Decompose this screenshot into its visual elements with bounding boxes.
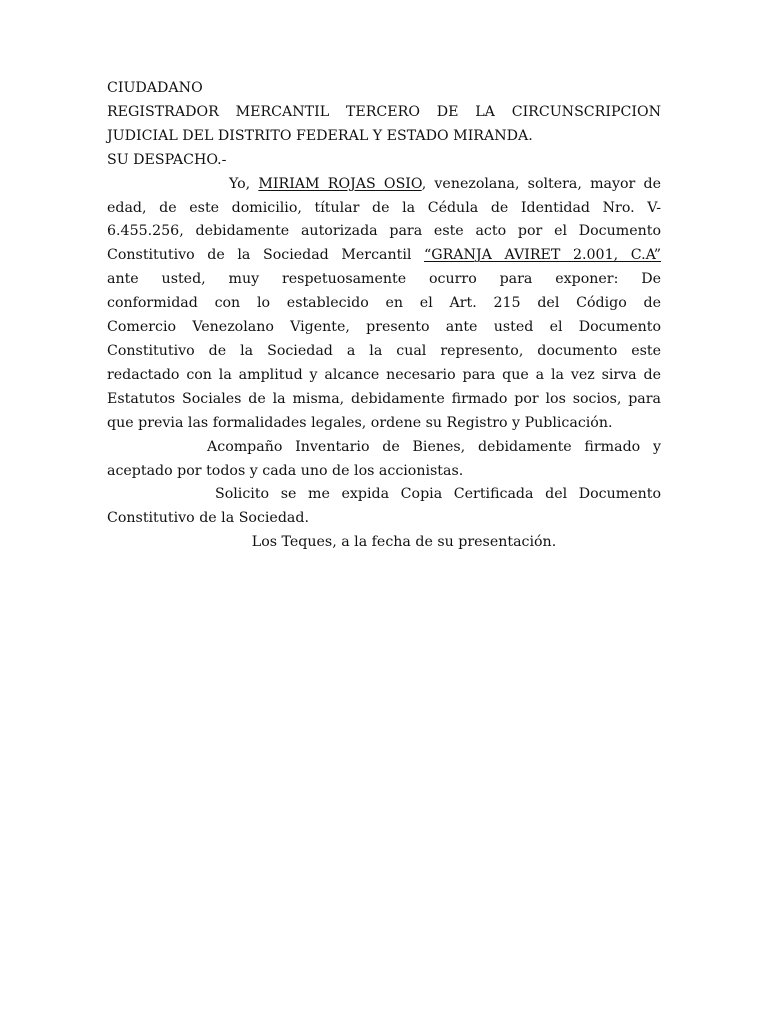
para1-line9: redactado con la amplitud y alcance necesario para que a la vez sirva de [107, 366, 661, 383]
para1-line2: edad, de este domicilio, títular de la Cédula de Identidad Nro. V- [107, 199, 661, 216]
document-body [107, 77, 661, 555]
addressee-despacho: SU DESPACHO.- [107, 151, 227, 168]
para2-line1: Acompaño Inventario de Bienes, debidamente firmado y [207, 438, 661, 455]
para3-line1: Solicito se me expida Copia Certificada del Documento [215, 486, 661, 503]
addressee-jurisdiction: JUDICIAL DEL DISTRITO FEDERAL Y ESTADO MIRANDA. [107, 127, 533, 144]
applicant-name: MIRIAM ROJAS OSIO [258, 175, 422, 192]
para1-line5: ante usted, muy respetuosamente ocurro para exponer: De [107, 271, 661, 288]
para1-line3: 6.455.256, debidamente autorizada para este acto por el Documento [107, 223, 661, 240]
para1-line11: que previa las formalidades legales, ordene su Registro y Publicación. [107, 414, 613, 431]
para1-line1 [107, 173, 661, 197]
para3-line2: Constitutivo de la Sociedad. [107, 510, 309, 527]
closing-line: Los Teques, a la fecha de su presentación. [251, 534, 557, 551]
para1-line6: conformidad con lo establecido en el Art. 215 del Código de [107, 295, 661, 312]
addressee-office: REGISTRADOR MERCANTIL TERCERO DE LA CIRCUNSCRIPCION [107, 103, 661, 120]
addressee-title: CIUDADANO [107, 80, 203, 96]
para1-line8: Constitutivo de la Sociedad a la cual represento, documento este [107, 342, 661, 359]
para1-line4 [107, 244, 661, 268]
para2-line2: aceptado por todos y cada uno de los accionistas. [107, 462, 464, 479]
para1-line7: Comercio Venezolano Vigente, presento ante usted el Documento [107, 319, 661, 336]
para1-line10: Estatutos Sociales de la misma, debidamente firmado por los socios, para [107, 390, 661, 407]
para1-l4-pre: Constitutivo de la Sociedad Mercantil [107, 247, 425, 264]
company-name: “GRANJA AVIRET 2.001, C.A” [424, 247, 661, 264]
para1-l1-pre: Yo, [229, 175, 259, 192]
para1-l1-post: , venezolana, soltera, mayor de [421, 175, 661, 192]
